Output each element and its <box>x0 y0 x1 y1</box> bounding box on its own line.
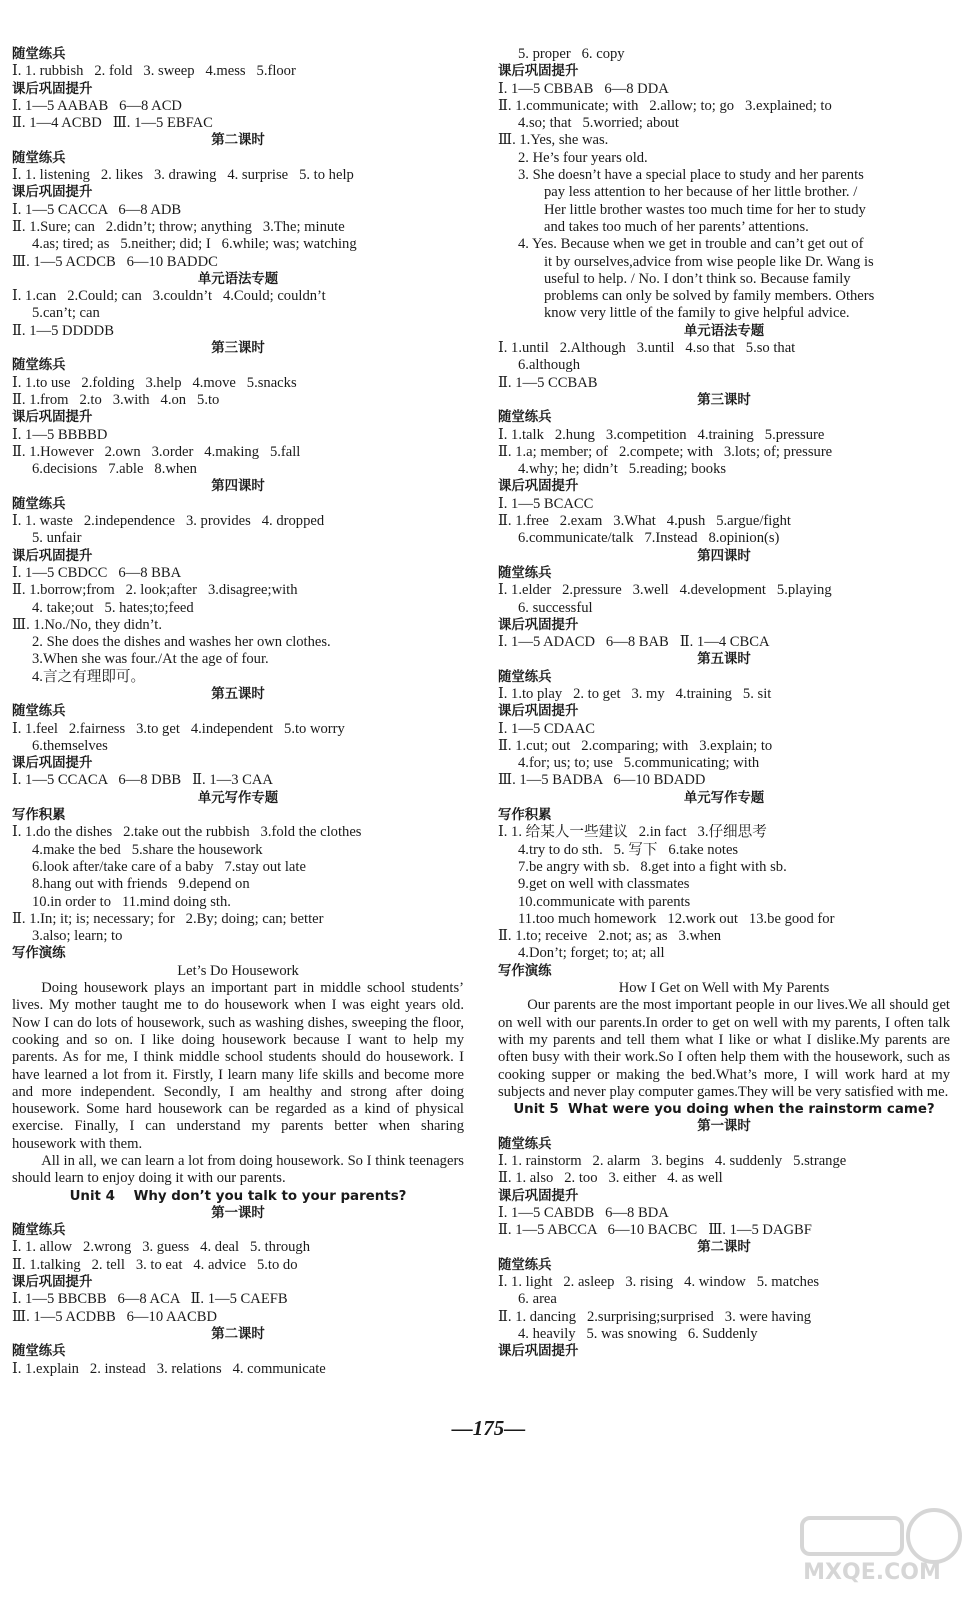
lesson-title: 第五课时 <box>697 652 751 668</box>
answer-line-continued: useful to help. / No. I don’t think so. Because family <box>544 270 851 287</box>
lesson-title: 第五课时 <box>211 686 265 702</box>
answer-line-indented: 7.be angry with sb. 8.get into a fight with sb. <box>518 858 787 875</box>
answer-line: Ⅰ. 1—5 CACCA 6—8 ADB <box>12 201 182 218</box>
answer-line-indented: 5.can’t; can <box>32 305 100 322</box>
answer-line: Ⅰ. 1.talk 2.hung 3.competition 4.training 5.pressure <box>498 426 825 443</box>
answer-line: Ⅲ. 1.No./No, they didn’t. <box>12 616 163 633</box>
answer-line: Ⅱ. 1—5 ABCCA 6—10 BACBC Ⅲ. 1—5 DAGBF <box>498 1222 812 1239</box>
answer-line-continued: pay less attention to her because of her little brother. / <box>544 184 858 201</box>
answer-line: Ⅰ. 1. allow 2.wrong 3. guess 4. deal 5. through <box>12 1239 311 1256</box>
answer-line-indented: 6.communicate/talk 7.Instead 8.opinion(s) <box>518 530 780 547</box>
answer-line-continued: it by ourselves,advice from wise people like Dr. Wang is <box>544 253 874 270</box>
lesson-title: 第一课时 <box>211 1205 265 1221</box>
lesson-title: 单元语法专题 <box>197 271 279 287</box>
answer-line-continued: Her little brother wastes too much time for her to study <box>544 201 866 218</box>
answer-line: Ⅰ. 1.do the dishes 2.take out the rubbish 3.fold the clothes <box>12 824 362 841</box>
answer-line: Ⅰ. 1—5 CDAAC <box>498 720 595 737</box>
section-heading: 随堂练兵 <box>498 1136 552 1152</box>
answer-line: Ⅱ. 1.borrow;from 2. look;after 3.disagree;with <box>12 582 298 599</box>
answer-line: Ⅱ. 1.communicate; with 2.allow; to; go 3.explained; to <box>498 97 832 114</box>
answer-line-indented: 5. proper 6. copy <box>518 46 625 62</box>
section-heading: 课后巩固提升 <box>12 185 93 201</box>
section-heading: 随堂练兵 <box>12 47 66 62</box>
answer-line-indented: 4. Yes. Because when we get in trouble and can’t get out of <box>518 236 864 253</box>
essay-paragraph: All in all, we can learn a lot from doing housework. So I think teenagers should learn to enjoy doing it with our parents. <box>12 1153 464 1187</box>
left-column <box>12 46 464 1378</box>
section-heading: 课后巩固提升 <box>498 617 579 633</box>
section-heading: 写作积累 <box>498 808 552 824</box>
section-heading: 写作积累 <box>12 808 66 824</box>
answer-line-indented: 4.for; us; to; use 5.communicating; with <box>518 755 760 772</box>
section-heading: 课后巩固提升 <box>498 1188 579 1204</box>
lesson-title: 第四课时 <box>697 548 751 564</box>
page-number: —175— <box>451 1416 526 1440</box>
answer-line-indented: 10.communicate with parents <box>518 893 691 910</box>
answer-line-indented: 2. He’s four years old. <box>518 149 648 166</box>
answer-line: Ⅱ. 1.However 2.own 3.order 4.making 5.fall <box>12 443 301 460</box>
answer-line: Ⅰ. 1—5 CBDCC 6—8 BBA <box>12 564 182 581</box>
answer-line-indented: 4.言之有理即可。 <box>32 668 146 685</box>
essay-title: Let’s Do Housework <box>177 962 299 979</box>
section-heading: 随堂练兵 <box>12 704 66 720</box>
answer-line: Ⅱ. 1.talking 2. tell 3. to eat 4. advice 5.to do <box>12 1256 298 1273</box>
section-heading: 写作演练 <box>12 946 66 962</box>
answer-line: Ⅱ. 1.In; it; is; necessary; for 2.By; doing; can; better <box>12 910 324 927</box>
answer-line: Ⅰ. 1.can 2.Could; can 3.couldn’t 4.Could; couldn’t <box>12 288 326 305</box>
answer-line-indented: 4.make the bed 5.share the housework <box>32 841 263 858</box>
answer-line: Ⅱ. 1. also 2. too 3. either 4. as well <box>498 1170 723 1187</box>
answer-line: Ⅱ. 1.a; member; of 2.compete; with 3.lots; of; pressure <box>498 443 833 460</box>
answer-line-indented: 6.look after/take care of a baby 7.stay out late <box>32 858 306 875</box>
answer-line: Ⅱ. 1.from 2.to 3.with 4.on 5.to <box>12 391 220 408</box>
lesson-title: Unit 5 What were you doing when the rainstorm came? <box>513 1102 935 1118</box>
section-heading: 随堂练兵 <box>498 669 552 685</box>
answer-line: Ⅰ. 1. 给某人一些建议 2.in fact 3.仔细思考 <box>498 824 767 841</box>
section-heading: 课后巩固提升 <box>12 1275 93 1291</box>
answer-line: Ⅲ. 1—5 ACDBB 6—10 AACBD <box>12 1308 218 1325</box>
section-heading: 随堂练兵 <box>498 410 552 426</box>
answer-line: Ⅰ. 1—5 AABAB 6—8 ACD <box>12 97 182 114</box>
essay-title: How I Get on Well with My Parents <box>618 980 830 997</box>
section-heading: 课后巩固提升 <box>498 704 579 720</box>
answer-line: Ⅰ. 1—5 CCACA 6—8 DBB Ⅱ. 1—3 CAA <box>12 772 273 789</box>
answer-line: Ⅱ. 1—5 DDDDB <box>12 322 114 339</box>
answer-line: Ⅰ. 1—5 CBBAB 6—8 DDA <box>498 80 669 97</box>
answer-line: Ⅰ. 1.to play 2. to get 3. my 4.training 5. sit <box>498 685 772 702</box>
lesson-title: 第四课时 <box>211 479 265 495</box>
section-heading: 课后巩固提升 <box>498 1344 579 1360</box>
section-heading: 随堂练兵 <box>12 1223 66 1239</box>
section-heading: 课后巩固提升 <box>12 756 93 772</box>
lesson-title: 第三课时 <box>211 341 265 357</box>
answer-line: Ⅰ. 1—5 BBBBD <box>12 426 108 443</box>
section-heading: 随堂练兵 <box>498 1257 552 1273</box>
answer-line-indented: 4.try to do sth. 5. 写下 6.take notes <box>518 841 739 858</box>
answer-line: Ⅰ. 1. light 2. asleep 3. rising 4. window 5. matches <box>498 1274 820 1291</box>
answer-line: Ⅱ. 1. dancing 2.surprising;surprised 3. were having <box>498 1308 812 1325</box>
answer-line-continued: know very little of the family to give helpful advice. <box>544 305 850 322</box>
answer-line: Ⅰ. 1.to use 2.folding 3.help 4.move 5.snacks <box>12 374 297 391</box>
lesson-title: 第二课时 <box>211 133 265 149</box>
answer-line-indented: 5. unfair <box>32 530 82 547</box>
section-heading: 随堂练兵 <box>498 565 552 581</box>
answer-line: Ⅱ. 1.cut; out 2.comparing; with 3.explain; to <box>498 737 773 754</box>
section-heading: 随堂练兵 <box>12 150 66 166</box>
answer-line-indented: 9.get on well with classmates <box>518 876 690 893</box>
lesson-title: 第二课时 <box>697 1240 751 1256</box>
answer-line: Ⅱ. 1—5 CCBAB <box>498 374 598 391</box>
answer-line-indented: 4. heavily 5. was snowing 6. Suddenly <box>518 1325 758 1342</box>
answer-line-indented: 4.Don’t; forget; to; at; all <box>518 945 665 962</box>
lesson-title: 第一课时 <box>697 1119 751 1135</box>
lesson-title: 第二课时 <box>211 1326 265 1342</box>
answer-line: Ⅰ. 1—5 ADACD 6—8 BAB Ⅱ. 1—4 CBCA <box>498 634 770 651</box>
answer-line-indented: 6.although <box>518 357 581 374</box>
answer-line: Ⅰ. 1. waste 2.independence 3. provides 4. dropped <box>12 513 325 530</box>
section-heading: 课后巩固提升 <box>12 410 93 426</box>
answer-line: Ⅰ. 1—5 BCACC <box>498 495 594 512</box>
answer-line-indented: 11.too much homework 12.work out 13.be good for <box>518 910 835 927</box>
lesson-title: 单元写作专题 <box>197 790 279 806</box>
answer-line-indented: 6.decisions 7.able 8.when <box>32 461 197 478</box>
answer-line: Ⅲ. 1.Yes, she was. <box>498 132 609 149</box>
answer-line: Ⅱ. 1.Sure; can 2.didn’t; throw; anything 3.The; minute <box>12 218 345 235</box>
essay-paragraph: Doing housework plays an important part in middle school students’ lives. My mother taught me to do housework when I was eight years old. Now I can do lots of housework, such as washing dishes, sweeping the floor, cooking and so on. I like doing housework because I want to help my parents. As for me, I think middle school students should do housework. I have learned a lot from it. Firstly, I learn many life skills and become more and more independent. Secondly, I am healthy and strong after doing housework. Some hard housework can be regarded as a kind of physical exercise. Finally, I can understand my parents better when sharing housework with them. <box>12 980 464 1152</box>
answer-line: Ⅰ. 1.until 2.Although 3.until 4.so that 5.so that <box>498 340 796 357</box>
right-column <box>498 46 950 1361</box>
answer-line: Ⅰ. 1—5 CABDB 6—8 BDA <box>498 1204 669 1221</box>
answer-line-indented: 6. successful <box>518 599 593 616</box>
section-heading: 课后巩固提升 <box>12 548 93 564</box>
answer-line-indented: 3. She doesn’t have a special place to study and her parents <box>518 167 864 184</box>
watermark-text: MXQE.COM <box>803 1560 941 1585</box>
answer-line: Ⅱ. 1.to; receive 2.not; as; as 3.when <box>498 928 722 945</box>
answer-line-indented: 10.in order to 11.mind doing sth. <box>32 893 231 910</box>
lesson-title: Unit 4 Why don’t you talk to your parents? <box>69 1188 407 1204</box>
lesson-title: 单元语法专题 <box>683 323 765 339</box>
watermark <box>782 1506 962 1596</box>
answer-line-indented: 4.as; tired; as 5.neither; did; I 6.while; was; watching <box>32 236 357 253</box>
answer-line-indented: 4. take;out 5. hates;to;feed <box>32 599 194 616</box>
lesson-title: 第三课时 <box>697 392 751 408</box>
answer-line: Ⅰ. 1. rubbish 2. fold 3. sweep 4.mess 5.floor <box>12 63 296 80</box>
answer-line-indented: 6.themselves <box>32 737 108 754</box>
answer-line-continued: problems can only be solved by family members. Others <box>544 288 875 305</box>
essay-paragraph: Our parents are the most important people in our lives.We all should get on well with our parents.In order to get on well with my parents, I often talk with my parents and tell them what I like or what I dislike.My parents are often busy with their work.So I often help them with the housework, such as cooking supper or making the bed.What’s more, I will work hard at my subjects and never play computer games.They will be very satisfied with me. <box>498 997 950 1100</box>
answer-line: Ⅲ. 1—5 BADBA 6—10 BDADD <box>498 772 706 789</box>
answer-line: Ⅰ. 1. rainstorm 2. alarm 3. begins 4. suddenly 5.strange <box>498 1153 847 1169</box>
answer-line: Ⅰ. 1.elder 2.pressure 3.well 4.development 5.playing <box>498 582 832 599</box>
answer-line-indented: 8.hang out with friends 9.depend on <box>32 876 250 893</box>
answer-line-indented: 4.why; he; didn’t 5.reading; books <box>518 461 727 478</box>
section-heading: 随堂练兵 <box>12 1344 66 1360</box>
answer-line-indented: 3.also; learn; to <box>32 928 123 945</box>
answer-line: Ⅱ. 1—4 ACBD Ⅲ. 1—5 EBFAC <box>12 115 213 132</box>
answer-line: Ⅰ. 1—5 BBCBB 6—8 ACA Ⅱ. 1—5 CAEFB <box>12 1291 288 1308</box>
answer-line: Ⅰ. 1.feel 2.fairness 3.to get 4.independent 5.to worry <box>12 720 345 737</box>
section-heading: 课后巩固提升 <box>12 81 93 97</box>
answer-line-indented: 3.When she was four./At the age of four. <box>32 651 269 668</box>
answer-line-indented: 6. area <box>518 1291 557 1308</box>
section-heading: 课后巩固提升 <box>498 479 579 495</box>
watermark-logo-icon <box>782 1506 962 1566</box>
section-heading: 随堂练兵 <box>12 496 66 512</box>
section-heading: 随堂练兵 <box>12 358 66 374</box>
answer-line: Ⅱ. 1.free 2.exam 3.What 4.push 5.argue/fight <box>498 513 791 530</box>
answer-line-indented: 4.so; that 5.worried; about <box>518 115 679 132</box>
lesson-title: 单元写作专题 <box>683 790 765 806</box>
answer-line-continued: and takes too much of her parents’ attentions. <box>544 218 809 235</box>
answer-line: Ⅰ. 1. listening 2. likes 3. drawing 4. surprise 5. to help <box>12 167 354 184</box>
answer-line-indented: 2. She does the dishes and washes her own clothes. <box>32 634 331 651</box>
section-heading: 写作演练 <box>498 963 552 979</box>
answer-line: Ⅲ. 1—5 ACDCB 6—10 BADDC <box>12 253 218 270</box>
answer-line: Ⅰ. 1.explain 2. instead 3. relations 4. communicate <box>12 1360 326 1377</box>
section-heading: 课后巩固提升 <box>498 64 579 80</box>
